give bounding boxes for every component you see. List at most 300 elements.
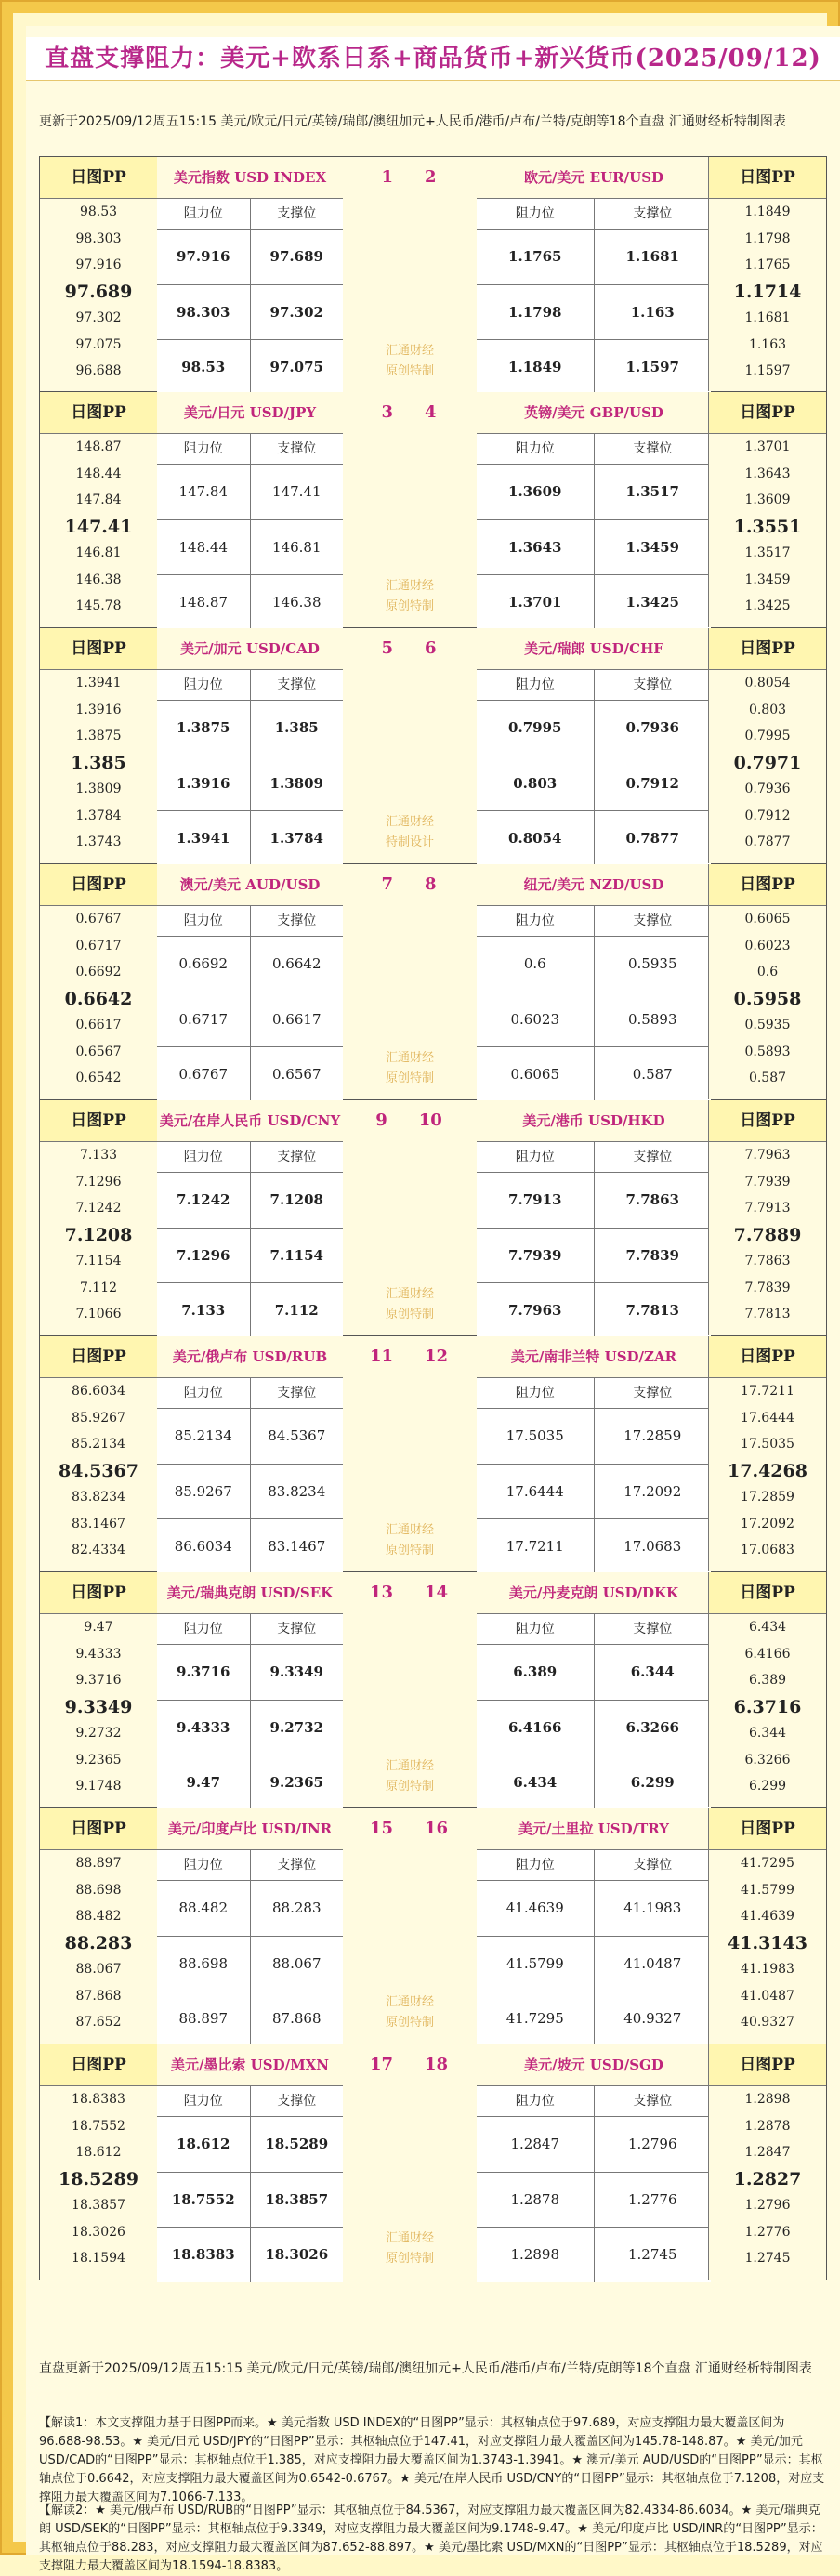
level-value: 7.1154 (75, 1254, 122, 1268)
level-value: 1.3701 (744, 440, 791, 454)
level-row (157, 1173, 343, 1229)
resistance-value: 0.6692 (178, 955, 228, 972)
pair-table (39, 156, 827, 2280)
support-value: 0.7912 (594, 756, 712, 811)
watermark-line-2: 原创特制 (385, 1308, 434, 1321)
level-value: 41.7295 (741, 1856, 794, 1871)
resistance-value: 0.6717 (178, 1010, 228, 1028)
pair-block (39, 1100, 827, 1336)
daily-pp-header: 日图PP (40, 1336, 157, 1378)
level-value: 6.434 (748, 1620, 787, 1635)
left-pair-panel (157, 1100, 343, 1335)
level-value: 18.612 (75, 2145, 122, 2160)
support-header: 支撑位 (594, 1142, 712, 1172)
daily-pp-header: 日图PP (709, 1100, 826, 1142)
level-value: 1.2776 (744, 2224, 791, 2240)
resistance-value: 0.6767 (178, 1066, 228, 1084)
pair-index-left: 1 (381, 167, 393, 187)
level-value: 0.6542 (75, 1071, 122, 1085)
resistance-value: 7.1296 (177, 1246, 230, 1264)
pair-index-numbers (347, 1808, 471, 1849)
pair-index-numbers (347, 1336, 471, 1377)
support-value: 88.283 (250, 1881, 344, 1936)
level-value: 1.163 (748, 336, 787, 352)
daily-pp-header: 日图PP (40, 157, 157, 199)
support-value: 1.3425 (594, 575, 712, 630)
pair-index-right: 4 (425, 402, 437, 422)
content-area (26, 26, 840, 2573)
resistance-value: 1.3941 (177, 830, 230, 848)
level-value: 7.1296 (75, 1174, 122, 1189)
level-value: 98.53 (79, 204, 118, 219)
resistance-value: 7.7963 (508, 1302, 562, 1320)
daily-pp-header: 日图PP (40, 1808, 157, 1850)
level-row (477, 1283, 711, 1338)
level-value: 148.44 (75, 466, 122, 481)
pivot-value: 0.6642 (64, 988, 133, 1009)
support-header: 支撑位 (250, 1850, 344, 1880)
level-value: 1.3517 (744, 545, 791, 560)
support-value: 7.7863 (594, 1173, 712, 1228)
pair-index-right: 8 (425, 874, 437, 894)
level-value: 146.38 (75, 572, 122, 587)
left-pair-panel (157, 1808, 343, 2044)
pair-block (39, 1336, 827, 1572)
level-value: 17.0683 (741, 1543, 794, 1557)
pair-index-right: 14 (425, 1583, 449, 1602)
level-value: 1.2796 (744, 2198, 791, 2213)
resistance-header: 阻力位 (515, 1622, 555, 1636)
resistance-value: 7.133 (181, 1302, 226, 1320)
resistance-value: 7.7939 (508, 1246, 562, 1264)
left-pp-column (40, 392, 158, 627)
support-value: 1.1681 (594, 230, 712, 284)
watermark-line-1: 汇通财经 (385, 1051, 434, 1065)
level-row (477, 1519, 711, 1574)
level-value: 98.303 (75, 230, 122, 246)
watermark (350, 1048, 469, 1089)
resistance-value: 85.2134 (174, 1427, 232, 1444)
resistance-value: 0.6065 (510, 1066, 559, 1084)
support-value: 7.7813 (594, 1283, 712, 1338)
resistance-header: 阻力位 (515, 677, 555, 692)
support-value: 18.3026 (250, 2228, 344, 2282)
level-value: 9.3716 (75, 1673, 122, 1688)
resistance-header: 阻力位 (515, 913, 555, 928)
pair-index-numbers (347, 628, 471, 669)
pivot-value: 1.2827 (733, 2168, 802, 2189)
support-value: 6.344 (594, 1645, 712, 1700)
support-header: 支撑位 (250, 1142, 344, 1172)
level-value: 9.47 (84, 1620, 113, 1635)
level-value: 0.803 (748, 702, 787, 717)
resistance-value: 86.6034 (174, 1538, 232, 1556)
pair-index-left: 5 (381, 638, 393, 658)
level-value: 7.7939 (744, 1174, 791, 1189)
support-value: 9.2365 (250, 1755, 344, 1810)
watermark-line-1: 汇通财经 (385, 1523, 434, 1537)
level-row (477, 1173, 711, 1229)
level-row (477, 1047, 711, 1102)
left-pp-column (40, 157, 158, 391)
support-value: 1.2745 (594, 2228, 712, 2282)
pivot-value: 6.3716 (733, 1696, 802, 1717)
pivot-value: 88.283 (64, 1932, 133, 1953)
daily-pp-header: 日图PP (709, 1808, 826, 1850)
resistance-header: 阻力位 (183, 1386, 223, 1400)
pair-block (39, 864, 827, 1100)
resistance-value: 0.6 (523, 955, 546, 972)
level-row (477, 340, 711, 395)
daily-pp-header: 日图PP (709, 2044, 826, 2086)
support-value: 9.3349 (250, 1645, 344, 1700)
support-value: 1.2796 (594, 2117, 712, 2172)
left-pair-panel (157, 1336, 343, 1571)
support-header: 支撑位 (250, 1614, 344, 1644)
level-value: 148.87 (75, 440, 122, 454)
level-row (157, 1519, 343, 1574)
pair-name: 美元/港币 USD/HKD (477, 1100, 711, 1142)
page-title: 直盘支撑阻力：美元+欧系日系+商品货币+新兴货币(2025/09/12) (26, 37, 840, 81)
pair-name: 美元/加元 USD/CAD (157, 628, 343, 670)
watermark-line-1: 汇通财经 (385, 1759, 434, 1773)
support-value: 17.2859 (594, 1409, 712, 1464)
level-row (157, 340, 343, 395)
level-value: 1.3459 (744, 572, 791, 587)
level-row (477, 1701, 711, 1756)
support-header: 支撑位 (250, 670, 344, 700)
interpretation-note-1: 【解读1：本文支撑阻力基于日图PP而来。★ 美元指数 USD INDEX的“日图PP”显示：其枢轴点位于97.689，对应支撑阻力最大覆盖区间为96.688-98.53。★ 美元/日元 USD/JPY的“日图PP”显示：其枢轴点位于147.41，对应支撑阻力最大覆盖区间为145.78-148.87。★ 美元/加元 USD/CAD的“日图PP”显示：其枢轴点位于1.385，对应支撑阻力最大覆盖区间为1.3743-1.3941。★ 澳元/美元 AUD/USD的“日图PP”显示：其枢轴点位于0.6642，对应支撑阻力最大覆盖区间为0.6542-0.6767。★ 美元/在岸人民币 USD/CNY的“日图PP”显示：其枢轴点位于7.1208，对应支撑阻力最大覆盖区间为7.1066-7.133。 (39, 2416, 825, 2504)
support-header: 支撑位 (594, 1614, 712, 1644)
support-value: 1.163 (594, 285, 712, 340)
support-value: 0.5935 (594, 937, 712, 992)
level-row (157, 811, 343, 866)
pair-name: 澳元/美元 AUD/USD (157, 864, 343, 906)
daily-pp-header: 日图PP (40, 628, 157, 670)
resistance-value: 41.5799 (505, 1954, 564, 1972)
level-value: 17.5035 (741, 1437, 794, 1452)
support-value: 1.385 (250, 701, 344, 756)
pair-index-left: 17 (369, 2055, 393, 2074)
support-value: 1.1597 (594, 340, 712, 395)
resistance-header: 阻力位 (183, 677, 223, 692)
resistance-value: 17.5035 (505, 1427, 564, 1444)
level-value: 7.7963 (744, 1148, 791, 1163)
level-row (477, 811, 711, 866)
daily-pp-header: 日图PP (40, 864, 157, 906)
resistance-value: 41.7295 (505, 2010, 564, 2028)
support-header: 支撑位 (594, 670, 712, 700)
resistance-value: 7.7913 (508, 1191, 562, 1208)
level-row (157, 1645, 343, 1701)
level-value: 86.6034 (72, 1384, 125, 1399)
support-value: 147.41 (250, 465, 344, 519)
level-value: 0.6767 (75, 912, 122, 927)
resistance-value: 0.803 (513, 774, 558, 792)
right-pair-panel (477, 2044, 711, 2280)
pivot-value: 0.7971 (733, 752, 802, 773)
support-value: 83.8234 (250, 1465, 344, 1519)
daily-pp-header: 日图PP (709, 864, 826, 906)
watermark-line-2: 原创特制 (385, 364, 434, 378)
daily-pp-header: 日图PP (709, 1572, 826, 1614)
level-value: 9.2365 (75, 1752, 122, 1768)
support-value: 1.3459 (594, 520, 712, 575)
support-value: 97.689 (250, 230, 344, 284)
support-value: 17.0683 (594, 1519, 712, 1574)
level-value: 97.302 (75, 310, 122, 325)
resistance-value: 148.44 (178, 538, 228, 556)
support-value: 18.3857 (250, 2173, 344, 2228)
pivot-value: 0.5958 (733, 988, 802, 1009)
level-value: 97.916 (75, 257, 122, 272)
level-value: 7.112 (79, 1280, 118, 1295)
pivot-value: 1.385 (71, 752, 126, 773)
level-value: 0.8054 (744, 676, 791, 690)
level-value: 18.8383 (72, 2092, 125, 2107)
right-pair-panel (477, 1100, 711, 1335)
level-value: 1.2898 (744, 2092, 791, 2107)
left-pair-panel (157, 1572, 343, 1807)
level-value: 7.133 (79, 1148, 118, 1163)
level-value: 1.1849 (744, 204, 791, 219)
support-value: 0.7936 (594, 701, 712, 756)
level-value: 18.7552 (72, 2118, 125, 2134)
level-value: 6.389 (748, 1673, 787, 1688)
support-value: 6.299 (594, 1755, 712, 1810)
level-row (157, 285, 343, 341)
pair-name: 美元/印度卢比 USD/INR (157, 1808, 343, 1850)
resistance-value: 18.612 (177, 2136, 230, 2152)
left-pp-column (40, 1100, 158, 1335)
pair-name: 欧元/美元 EUR/USD (477, 157, 711, 199)
level-value: 7.7813 (744, 1307, 791, 1321)
support-value: 1.3517 (594, 465, 712, 519)
level-value: 145.78 (75, 598, 122, 613)
watermark-line-1: 汇通财经 (385, 815, 434, 829)
support-value: 17.2092 (594, 1465, 712, 1519)
resistance-header: 阻力位 (183, 441, 223, 456)
pair-name: 美元/在岸人民币 USD/CNY (157, 1100, 343, 1142)
pivot-value: 97.689 (64, 281, 133, 302)
level-value: 0.6065 (744, 912, 791, 927)
level-value: 83.8234 (72, 1490, 125, 1505)
watermark (350, 1284, 469, 1325)
watermark (350, 341, 469, 382)
left-pp-column (40, 864, 158, 1099)
pivot-value: 41.3143 (728, 1932, 807, 1953)
resistance-value: 147.84 (178, 483, 228, 500)
pair-index-right: 16 (425, 1819, 449, 1838)
level-value: 85.9267 (72, 1410, 125, 1426)
level-value: 6.3266 (744, 1752, 791, 1768)
right-pp-column (708, 157, 826, 391)
level-value: 17.2859 (741, 1490, 794, 1505)
resistance-value: 18.8383 (171, 2246, 235, 2264)
level-row (157, 230, 343, 285)
pair-index-right: 6 (425, 638, 437, 658)
level-row (477, 992, 711, 1048)
watermark-line-1: 汇通财经 (385, 579, 434, 593)
left-pp-column (40, 1336, 158, 1571)
left-pp-column (40, 628, 158, 863)
level-value: 88.067 (75, 1962, 122, 1977)
resistance-value: 148.87 (178, 594, 228, 611)
level-value: 6.4166 (744, 1646, 791, 1662)
watermark (350, 1756, 469, 1797)
support-value: 146.38 (250, 575, 344, 630)
level-value: 0.5935 (744, 1018, 791, 1032)
left-pp-column (40, 1808, 158, 2044)
left-pair-panel (157, 628, 343, 863)
support-header: 支撑位 (594, 906, 712, 936)
pivot-value: 17.4268 (728, 1460, 807, 1481)
resistance-header: 阻力位 (515, 1858, 555, 1873)
pair-index-left: 13 (369, 1583, 393, 1602)
pivot-value: 7.7889 (733, 1224, 802, 1245)
level-value: 17.2092 (741, 1516, 794, 1531)
level-row (477, 1645, 711, 1701)
pair-index-numbers (347, 864, 471, 905)
support-header: 支撑位 (594, 1378, 712, 1408)
resistance-value: 98.303 (177, 303, 230, 321)
level-row (477, 701, 711, 756)
level-value: 1.3875 (75, 729, 122, 743)
pivot-value: 1.1714 (733, 281, 802, 302)
level-value: 1.2878 (744, 2118, 791, 2134)
support-value: 97.075 (250, 340, 344, 395)
support-value: 9.2732 (250, 1701, 344, 1755)
watermark-line-2: 原创特制 (385, 1544, 434, 1557)
level-value: 0.6023 (744, 938, 791, 953)
pivot-value: 18.5289 (59, 2168, 138, 2189)
level-value: 1.3916 (75, 702, 122, 717)
watermark (350, 1520, 469, 1561)
support-value: 18.5289 (250, 2117, 344, 2172)
right-pair-panel (477, 1808, 711, 2044)
right-pp-column (708, 2044, 826, 2280)
level-value: 1.2745 (744, 2251, 791, 2266)
support-value: 1.3784 (250, 811, 344, 866)
watermark (350, 2228, 469, 2269)
level-row (157, 575, 343, 630)
level-value: 0.7912 (744, 808, 791, 823)
level-row (477, 2228, 711, 2282)
pair-block (39, 1572, 827, 1808)
pair-block (39, 156, 827, 392)
left-pp-column (40, 1572, 158, 1807)
right-pp-column (708, 1100, 826, 1335)
pair-block (39, 628, 827, 864)
pair-index-left: 7 (381, 874, 393, 894)
resistance-value: 41.4639 (505, 1899, 564, 1916)
resistance-header: 阻力位 (515, 2094, 555, 2109)
right-pp-column (708, 1572, 826, 1807)
right-pair-panel (477, 157, 711, 391)
resistance-value: 88.482 (178, 1899, 228, 1916)
level-value: 41.4639 (741, 1909, 794, 1924)
support-value: 0.6642 (250, 937, 344, 992)
level-value: 17.7211 (741, 1384, 794, 1399)
level-value: 18.1594 (72, 2251, 125, 2266)
watermark-line-2: 特制设计 (385, 835, 434, 849)
right-pp-column (708, 864, 826, 1099)
resistance-value: 7.1242 (177, 1191, 230, 1208)
level-value: 7.7913 (744, 1201, 791, 1216)
level-row (157, 2228, 343, 2282)
daily-pp-header: 日图PP (709, 392, 826, 434)
pair-index-right: 2 (425, 167, 437, 187)
level-value: 88.698 (75, 1882, 122, 1898)
watermark-line-2: 原创特制 (385, 1071, 434, 1085)
pair-name: 美元/瑞典克朗 USD/SEK (157, 1572, 343, 1614)
level-value: 9.4333 (75, 1646, 122, 1662)
level-row (157, 1229, 343, 1284)
support-value: 7.1154 (250, 1229, 344, 1283)
resistance-value: 6.434 (513, 1774, 558, 1792)
update-subtitle: 更新于2025/09/12周五15:15 美元/欧元/日元/英镑/瑞郎/澳纽加元+人民币/港币/卢布/兰特/克朗等18个直盘 汇通财经析特制图表 (39, 114, 786, 129)
level-value: 0.587 (748, 1071, 787, 1085)
watermark-line-1: 汇通财经 (385, 2231, 434, 2245)
right-pp-column (708, 392, 826, 627)
watermark-line-2: 原创特制 (385, 2016, 434, 2030)
level-value: 0.6567 (75, 1044, 122, 1059)
resistance-value: 0.8054 (508, 830, 562, 848)
support-value: 7.112 (250, 1283, 344, 1338)
level-value: 1.3609 (744, 493, 791, 507)
pivot-value: 9.3349 (64, 1696, 133, 1717)
pair-index-right: 18 (425, 2055, 449, 2074)
resistance-value: 1.1765 (508, 248, 562, 265)
level-value: 0.6617 (75, 1018, 122, 1032)
right-pp-column (708, 1336, 826, 1571)
support-value: 84.5367 (250, 1409, 344, 1464)
resistance-header: 阻力位 (183, 1858, 223, 1873)
level-value: 85.2134 (72, 1437, 125, 1452)
daily-pp-header: 日图PP (40, 392, 157, 434)
resistance-value: 1.3875 (177, 719, 230, 736)
level-row (157, 2117, 343, 2173)
level-value: 1.1765 (744, 257, 791, 272)
right-pair-panel (477, 392, 711, 627)
support-value: 87.868 (250, 1991, 344, 2046)
support-header: 支撑位 (594, 1850, 712, 1880)
pair-name: 美元/坡元 USD/SGD (477, 2044, 711, 2086)
pair-index-numbers (347, 1572, 471, 1613)
level-row (477, 285, 711, 341)
level-value: 40.9327 (741, 2015, 794, 2030)
support-header: 支撑位 (250, 906, 344, 936)
level-value: 82.4334 (72, 1543, 125, 1557)
support-header: 支撑位 (594, 2086, 712, 2116)
level-value: 1.3784 (75, 808, 122, 823)
resistance-value: 9.4333 (177, 1718, 230, 1736)
support-value: 1.2776 (594, 2173, 712, 2228)
level-row (477, 520, 711, 576)
support-value: 40.9327 (594, 1991, 712, 2046)
watermark-line-1: 汇通财经 (385, 1995, 434, 2009)
level-value: 1.1798 (744, 230, 791, 246)
support-value: 6.3266 (594, 1701, 712, 1755)
resistance-header: 阻力位 (183, 913, 223, 928)
pair-name: 美元/日元 USD/JPY (157, 392, 343, 434)
resistance-header: 阻力位 (515, 441, 555, 456)
level-row (477, 1755, 711, 1810)
daily-pp-header: 日图PP (40, 1100, 157, 1142)
level-value: 1.1681 (744, 310, 791, 325)
level-row (477, 1937, 711, 1992)
resistance-header: 阻力位 (183, 2094, 223, 2109)
